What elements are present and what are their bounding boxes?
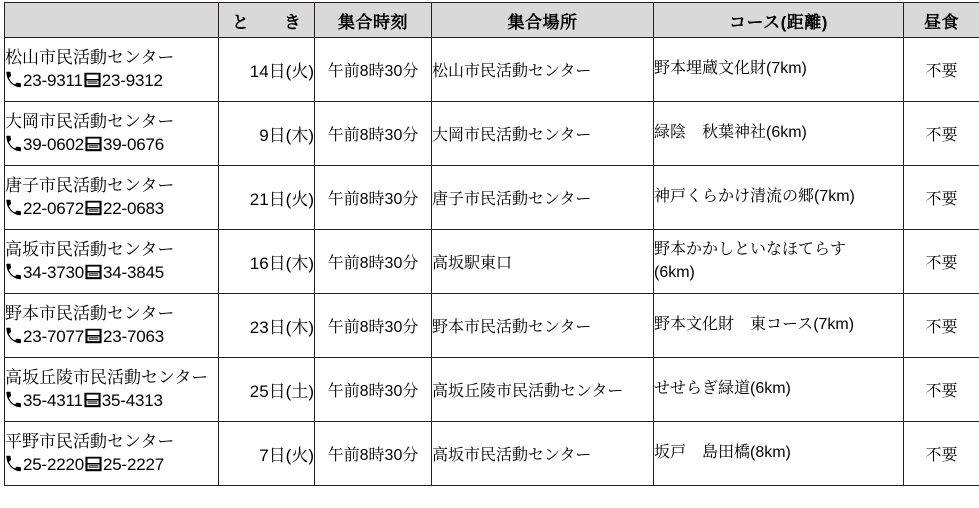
cell-center-name [5, 230, 219, 294]
fax-number: 23-7063 [103, 327, 164, 346]
phone-icon [5, 199, 22, 216]
center-name-text: 高坂市民活動センター [5, 239, 218, 261]
cell-time: 午前8時30分 [315, 38, 432, 102]
cell-lunch: 不要 [904, 294, 979, 358]
table-row [5, 166, 979, 230]
phone-icon [5, 263, 22, 280]
fax-number: 23-9312 [102, 71, 163, 90]
table-row [5, 358, 979, 422]
table-header-row [5, 3, 979, 38]
fax-icon [84, 392, 101, 408]
cell-date: 16日(木) [219, 230, 315, 294]
center-name-text: 野本市民活動センター [5, 303, 218, 325]
header-time: 集合時刻 [315, 3, 432, 38]
tel-number: 23-7077 [23, 327, 84, 346]
center-name-text: 唐子市民活動センター [5, 175, 218, 197]
fax-icon [85, 328, 102, 344]
cell-date: 9日(木) [219, 102, 315, 166]
cell-meeting-place: 唐子市民活動センター [432, 166, 654, 230]
cell-date: 23日(木) [219, 294, 315, 358]
cell-meeting-place: 高坂駅東口 [432, 230, 654, 294]
cell-center-name [5, 38, 219, 102]
tel-number: 34-3730 [23, 263, 84, 282]
phone-icon [5, 135, 22, 152]
cell-lunch: 不要 [904, 102, 979, 166]
cell-date: 21日(火) [219, 166, 315, 230]
fax-icon [85, 200, 102, 216]
phone-icon [5, 455, 22, 472]
cell-center-name [5, 102, 219, 166]
cell-course [654, 230, 904, 294]
contact-line [5, 134, 218, 156]
tel-number: 22-0672 [23, 199, 84, 218]
fax-number: 22-0683 [103, 199, 164, 218]
contact-line [5, 326, 218, 348]
schedule-table [4, 2, 979, 486]
cell-date: 14日(火) [219, 38, 315, 102]
cell-time: 午前8時30分 [315, 294, 432, 358]
cell-course [654, 422, 904, 486]
cell-course [654, 166, 904, 230]
cell-date: 25日(土) [219, 358, 315, 422]
cell-lunch: 不要 [904, 422, 979, 486]
cell-meeting-place: 高坂丘陵市民活動センター [432, 358, 654, 422]
header-datetime [219, 3, 315, 38]
center-name-text: 大岡市民活動センター [5, 111, 218, 133]
header-place [5, 3, 219, 38]
cell-center-name [5, 358, 219, 422]
center-name-text: 高坂丘陵市民活動センター [5, 367, 218, 389]
fax-icon [84, 72, 101, 88]
cell-center-name [5, 294, 219, 358]
course-line-1: せせらぎ緑道(6km) [654, 380, 791, 397]
phone-icon [5, 327, 22, 344]
header-datetime-label: と き [223, 13, 310, 32]
cell-course [654, 294, 904, 358]
cell-meeting-place: 大岡市民活動センター [432, 102, 654, 166]
course-line-1: 野本かかしといなほてらす [654, 241, 846, 258]
cell-meeting-place: 松山市民活動センター [432, 38, 654, 102]
center-name-text: 平野市民活動センター [5, 431, 218, 453]
fax-number: 25-2227 [103, 455, 164, 474]
cell-center-name [5, 166, 219, 230]
contact-line [5, 390, 218, 412]
phone-icon [5, 391, 22, 408]
header-meeting-place: 集合場所 [432, 3, 654, 38]
cell-lunch: 不要 [904, 230, 979, 294]
schedule-sheet [0, 2, 979, 508]
fax-number: 34-3845 [103, 263, 164, 282]
tel-number: 39-0602 [23, 135, 84, 154]
table-row [5, 422, 979, 486]
cell-time: 午前8時30分 [315, 358, 432, 422]
table-row [5, 294, 979, 358]
course-line-1: 神戸くらかけ清流の郷(7km) [654, 188, 855, 205]
fax-number: 39-0676 [103, 135, 164, 154]
contact-line [5, 262, 218, 284]
cell-time: 午前8時30分 [315, 102, 432, 166]
contact-line [5, 70, 218, 92]
course-line-1: 野本文化財 東コース(7km) [654, 316, 854, 333]
header-lunch: 昼食 [904, 3, 979, 38]
cell-lunch: 不要 [904, 38, 979, 102]
cell-lunch: 不要 [904, 166, 979, 230]
fax-number: 35-4313 [102, 391, 163, 410]
contact-line [5, 198, 218, 220]
center-name-text: 松山市民活動センター [5, 47, 218, 69]
table-row [5, 230, 979, 294]
course-line-1: 野本埋蔵文化財(7km) [654, 60, 807, 77]
cell-date: 7日(火) [219, 422, 315, 486]
table-body [5, 38, 979, 486]
tel-number: 23-9311 [23, 71, 83, 90]
cell-meeting-place: 高坂市民活動センター [432, 422, 654, 486]
fax-icon [85, 456, 102, 472]
table-row [5, 102, 979, 166]
cell-time: 午前8時30分 [315, 422, 432, 486]
contact-line [5, 454, 218, 476]
cell-course [654, 102, 904, 166]
course-line-2: (6km) [654, 264, 695, 281]
cell-course [654, 358, 904, 422]
cell-time: 午前8時30分 [315, 230, 432, 294]
cell-lunch: 不要 [904, 358, 979, 422]
fax-icon [85, 264, 102, 280]
cell-course [654, 38, 904, 102]
cell-time: 午前8時30分 [315, 166, 432, 230]
header-course: コース(距離) [654, 3, 904, 38]
fax-icon [85, 136, 102, 152]
phone-icon [5, 71, 22, 88]
tel-number: 35-4311 [23, 391, 83, 410]
course-line-1: 坂戸 島田橋(8km) [654, 444, 791, 461]
table-row [5, 38, 979, 102]
tel-number: 25-2220 [23, 455, 84, 474]
cell-center-name [5, 422, 219, 486]
course-line-1: 緑陰 秋葉神社(6km) [654, 124, 807, 141]
cell-meeting-place: 野本市民活動センター [432, 294, 654, 358]
